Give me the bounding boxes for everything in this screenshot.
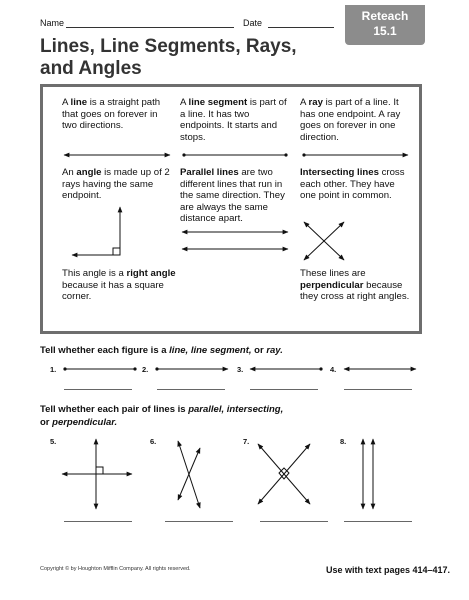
item-7-answer-blank[interactable] [260, 521, 328, 522]
right-angle-figure [70, 205, 130, 265]
section2-prompt: Tell whether each pair of lines is parallel, intersecting, or perpendicular. [40, 404, 284, 428]
item-6-answer-blank[interactable] [165, 521, 233, 522]
item-1-segment-figure [62, 364, 138, 374]
parallel-definition: Parallel lines are two different lines that run in the same direction. They are always the same distance apart. [180, 167, 285, 225]
item-3-number: 3. [237, 365, 244, 374]
segment-term: line segment [188, 97, 248, 108]
segment-figure [180, 150, 290, 160]
item-8-answer-blank[interactable] [344, 521, 412, 522]
badge-title: Reteach [361, 9, 409, 23]
item-7-perpendicular-figure [252, 438, 316, 510]
line-term: line [70, 97, 88, 108]
date-label: Date [243, 18, 263, 28]
intersecting-definition: Intersecting lines cross each other. They have one point in common. [300, 167, 405, 202]
ray-term: ray [308, 97, 323, 108]
item-3-answer-blank[interactable] [250, 389, 318, 390]
item-2-number: 2. [142, 365, 149, 374]
reteach-badge [345, 5, 425, 45]
item-3-ray-figure [248, 364, 324, 374]
perpendicular-explanation: These lines are perpendicular because they cross at right angles. [300, 268, 410, 303]
section1-prompt: Tell whether each figure is a line, line segment, or ray. [40, 345, 283, 356]
item-1-answer-blank[interactable] [64, 389, 132, 390]
right-angle-term: right angle [126, 268, 176, 279]
item-7-number: 7. [243, 437, 250, 446]
item-1-number: 1. [50, 365, 57, 374]
item-5-perpendicular-figure [60, 436, 136, 512]
angle-term: angle [76, 167, 102, 178]
intersecting-term: Intersecting lines [300, 167, 379, 178]
item-2-ray-figure [154, 364, 230, 374]
parallel-lines-figure [180, 225, 290, 255]
ray-figure [300, 150, 410, 160]
page-title [40, 36, 340, 80]
page-title-line2: and Angles [40, 58, 142, 79]
perpendicular-term: perpendicular [300, 279, 364, 291]
text-pages-reference: Use with text pages 414–417. [326, 565, 451, 575]
item-6-number: 6. [150, 437, 157, 446]
intersecting-lines-figure [300, 218, 350, 264]
parallel-term: Parallel lines [180, 167, 239, 178]
item-4-answer-blank[interactable] [344, 389, 412, 390]
item-2-answer-blank[interactable] [157, 389, 225, 390]
item-8-parallel-figure [350, 436, 390, 512]
angle-definition: An angle is made up of 2 rays having the same endpoint. [62, 167, 170, 202]
item-8-number: 8. [340, 437, 347, 446]
name-label: Name [40, 18, 65, 28]
line-figure [62, 150, 172, 160]
page-title-line1: Lines, Line Segments, Rays, [40, 36, 297, 57]
name-field[interactable] [66, 27, 234, 28]
item-5-answer-blank[interactable] [64, 521, 132, 522]
line-definition: A line is a straight path that goes on forever in two directions. [62, 97, 161, 132]
item-5-number: 5. [50, 437, 57, 446]
copyright-notice: Copyright © by Houghton Mifflin Company. All rights reserved. [40, 566, 191, 572]
item-4-line-figure [342, 364, 418, 374]
item-6-intersecting-figure [160, 438, 220, 512]
ray-definition: A ray is part of a line. It has one endpoint. A ray goes on forever in one direction. [300, 97, 401, 143]
item-4-number: 4. [330, 365, 337, 374]
right-angle-explanation: This angle is a right angle because it has a square corner. [62, 268, 176, 303]
segment-definition: A line segment is part of a line. It has two endpoints. It starts and stops. [180, 97, 287, 143]
badge-number: 15.1 [373, 24, 397, 38]
date-field[interactable] [268, 27, 334, 28]
